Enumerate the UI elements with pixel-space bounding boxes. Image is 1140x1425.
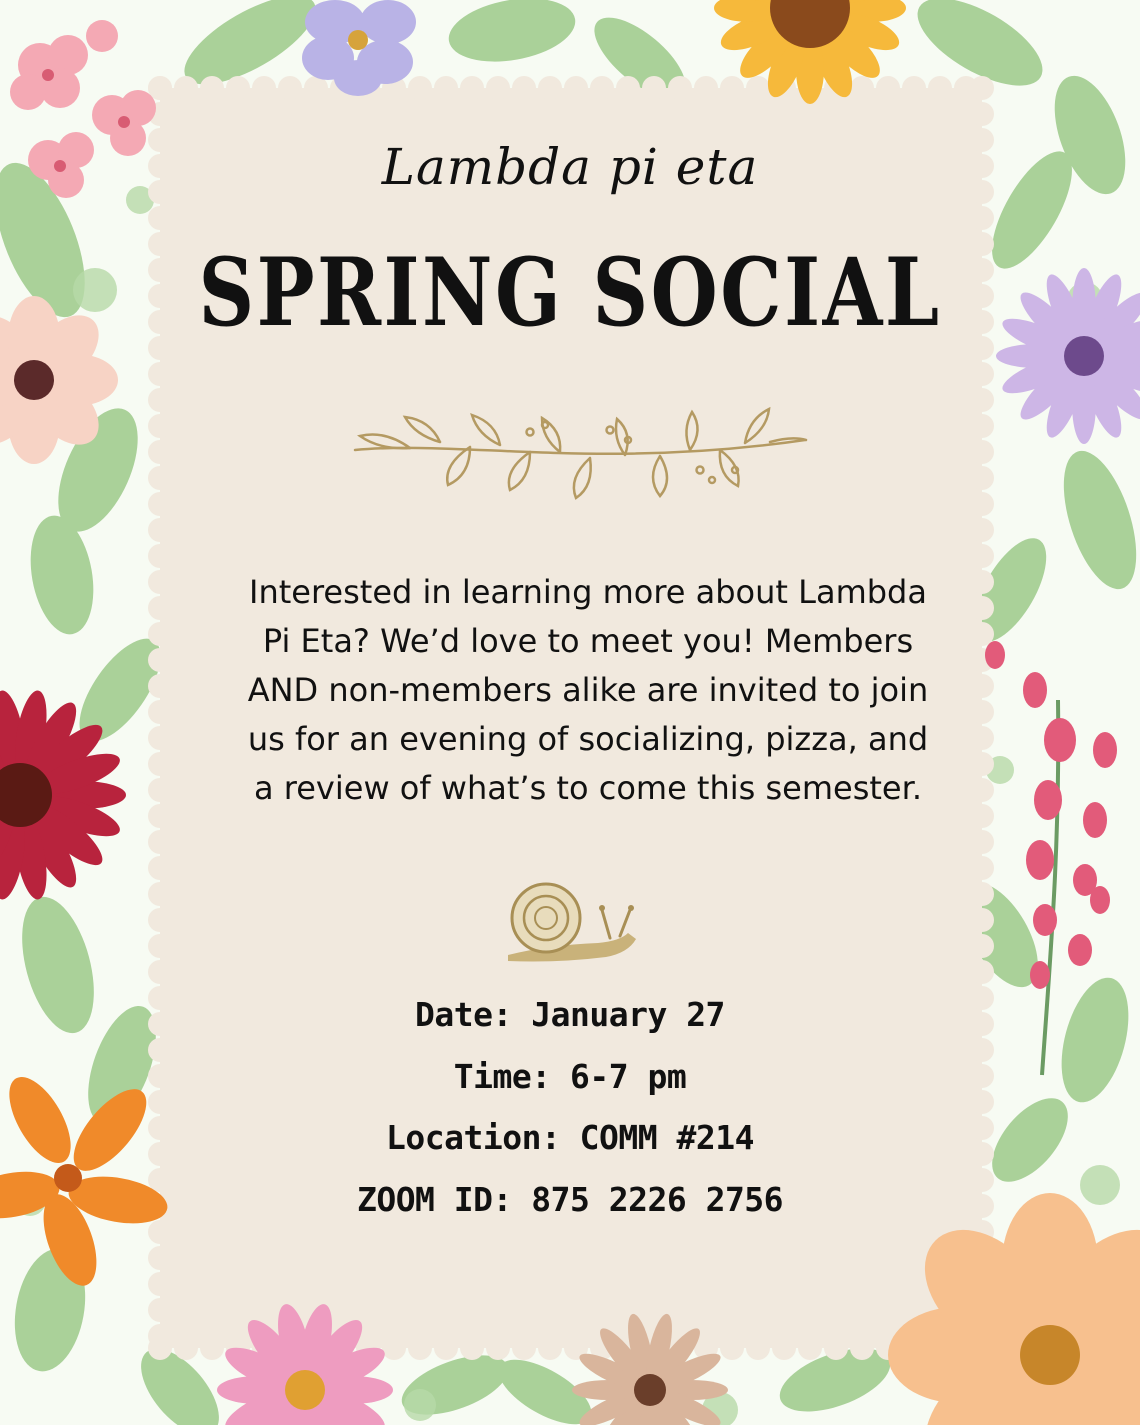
event-time: Time: 6-7 pm	[453, 1056, 687, 1096]
event-location: Location: COMM #214	[386, 1118, 754, 1157]
event-zoom-id: ZOOM ID: 875 2226 2756	[356, 1179, 784, 1219]
event-title: SPRING SOCIAL	[198, 238, 942, 348]
event-date: Date: January 27	[415, 995, 725, 1034]
event-description: Interested in learning more about Lambda Pi Eta? We’d love to meet you! Members AND non-members alike are invited to join us for an evening of socializing, pizza, and a review of what’s to come this semester.	[247, 573, 929, 807]
event-details	[0, 984, 1140, 1230]
organization-name: Lambda pi eta	[381, 138, 759, 196]
